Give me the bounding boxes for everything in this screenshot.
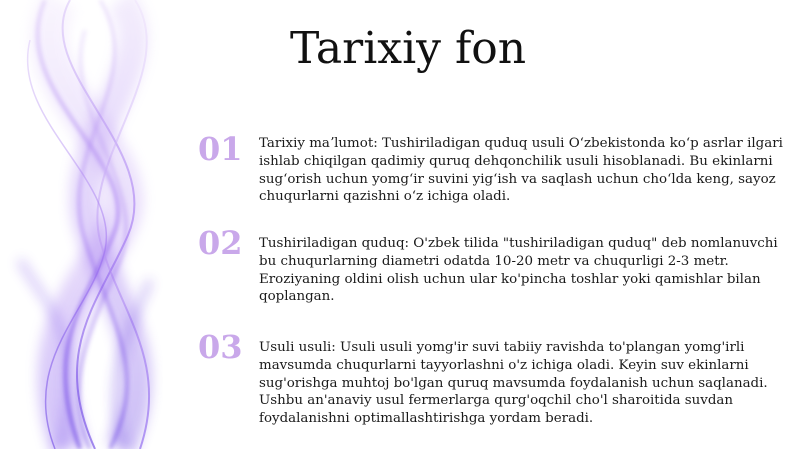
item-text-1: Tarixiy maʼlumot: Tushiriladigan quduq usuli Oʻzbekistonda koʻp asrlar ilgari ishlab chiqilgan qadimiy quruq dehqonchilik usuli hisoblanadi. Bu ekinlarni sugʻorish uchun yomgʻir suvini yigʻish va saqlash uchun choʻlda keng, sayoz chuqurlarni qazishni oʻz ichiga oladi. — [259, 136, 783, 205]
purple-smoke-swirl-icon — [0, 0, 230, 449]
item-text-3: Usuli usuli: Usuli usuli yomg'ir suvi tabiiy ravishda to'plangan yomg'irli mavsumda chuqurlarni tayyorlashni o'z ichiga oladi. Keyin suv ekinlarni sug'orishga muhtoj bo'lgan quruq mavsumda foydalanish uchun saqlanadi. Ushbu an'anaviy usul fermerlarga qurg'oqchil cho'l sharoitida suvdan foydalanishni optimallashtirishga yordam beradi. — [259, 340, 768, 427]
slide-title: Tarixiy fon — [290, 23, 527, 74]
item-number-2: 02 — [198, 224, 243, 262]
item-number-3: 03 — [198, 328, 243, 366]
item-text-2: Tushiriladigan quduq: O'zbek tilida "tushiriladigan quduq" deb nomlanuvchi bu chuqurlarning diametri odatda 10-20 metr va chuqurligi 2-3 metr. Eroziyaning oldini olish uchun ular ko'pincha toshlar yoki qamishlar bilan qoplangan. — [259, 236, 778, 305]
item-number-1: 01 — [198, 130, 243, 168]
